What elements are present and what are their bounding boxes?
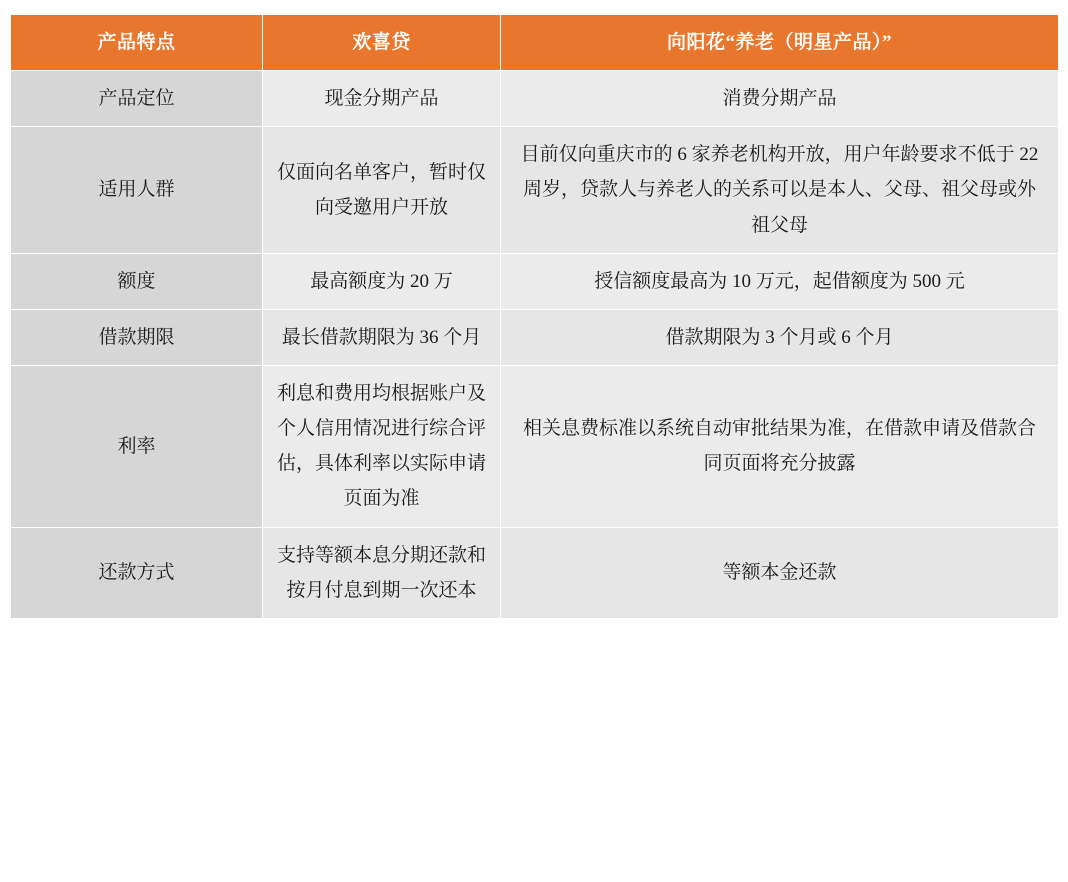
product-comparison-table [10,14,1059,619]
table-body [11,71,1059,619]
cell-repayment-method-product-b: 等额本金还款 [501,527,1059,618]
table-row [11,71,1059,127]
column-header-product-a: 欢喜贷 [263,15,501,71]
table-row [11,253,1059,309]
row-header-interest-rate: 利率 [11,365,263,527]
cell-positioning-product-b: 消费分期产品 [501,71,1059,127]
cell-interest-rate-product-b: 相关息费标准以系统自动审批结果为准，在借款申请及借款合同页面将充分披露 [501,365,1059,527]
table-header [11,15,1059,71]
table-row [11,309,1059,365]
row-header-audience: 适用人群 [11,127,263,253]
table-row [11,127,1059,253]
cell-interest-rate-product-a: 利息和费用均根据账户及个人信用情况进行综合评估，具体利率以实际申请页面为准 [263,365,501,527]
cell-repayment-method-product-a: 支持等额本息分期还款和按月付息到期一次还本 [263,527,501,618]
row-header-loan-term: 借款期限 [11,309,263,365]
column-header-feature: 产品特点 [11,15,263,71]
table-header-row [11,15,1059,71]
column-header-product-b: 向阳花“养老（明星产品）” [501,15,1059,71]
cell-positioning-product-a: 现金分期产品 [263,71,501,127]
row-header-positioning: 产品定位 [11,71,263,127]
cell-audience-product-a: 仅面向名单客户，暂时仅向受邀用户开放 [263,127,501,253]
table-row [11,365,1059,527]
cell-audience-product-b: 目前仅向重庆市的 6 家养老机构开放，用户年龄要求不低于 22 周岁，贷款人与养老人的关系可以是本人、父母、祖父母或外祖父母 [501,127,1059,253]
cell-loan-term-product-a: 最长借款期限为 36 个月 [263,309,501,365]
table-row [11,527,1059,618]
cell-credit-limit-product-b: 授信额度最高为 10 万元，起借额度为 500 元 [501,253,1059,309]
cell-credit-limit-product-a: 最高额度为 20 万 [263,253,501,309]
row-header-credit-limit: 额度 [11,253,263,309]
row-header-repayment-method: 还款方式 [11,527,263,618]
cell-loan-term-product-b: 借款期限为 3 个月或 6 个月 [501,309,1059,365]
